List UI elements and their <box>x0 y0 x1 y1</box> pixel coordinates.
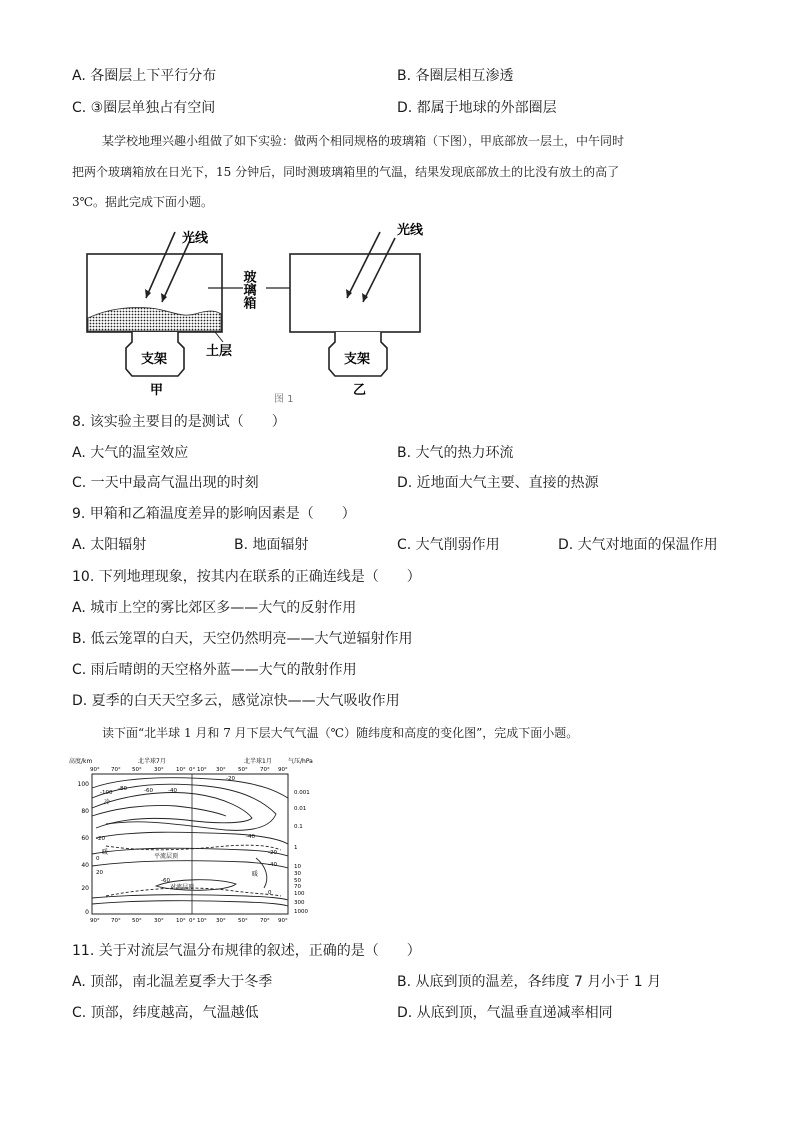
q7-option-a: A. 各圈层上下平行分布 <box>72 68 217 84</box>
pressure-7: 70 <box>294 884 301 890</box>
chart-label-jan: 北半球1月 <box>244 758 272 765</box>
top-lat-4: 10° <box>176 767 186 773</box>
q9-stem: 9. 甲箱和乙箱温度差异的影响因素是（ ） <box>72 506 356 522</box>
q8-option-c: C. 一天中最高气温出现的时刻 <box>72 475 259 491</box>
light-label-right: 光线 <box>397 223 424 238</box>
bottom-lat-2: 50° <box>132 918 142 924</box>
isotherm-label: -20 <box>96 836 105 842</box>
q10-option-d: D. 夏季的白天天空多云，感觉凉快——大气吸收作用 <box>72 693 400 709</box>
intro1-line2: 把两个玻璃箱放在日光下，15 分钟后，同时测玻璃箱里的气温，结果发现底部放土的比没有放土的高了 <box>72 165 620 179</box>
warm-label: 暖 <box>102 849 109 856</box>
pressure-10: 1000 <box>294 909 308 915</box>
soil-label: 土层 <box>206 344 233 359</box>
isotherm-label: -40 <box>168 788 177 794</box>
bottom-lat-1: 70° <box>111 918 121 924</box>
pressure-8: 100 <box>294 891 305 897</box>
cold-label: 冷 <box>104 799 111 806</box>
glass-box-right <box>290 254 420 332</box>
q9-option-b: B. 地面辐射 <box>234 537 309 553</box>
q10-option-c: C. 雨后晴朗的天空格外蓝——大气的散射作用 <box>72 662 357 678</box>
isotherm-label: 0 <box>96 856 100 862</box>
top-lat-6: 10° <box>197 767 207 773</box>
q7-option-b: B. 各圈层相互渗透 <box>397 68 514 84</box>
top-lat-10: 90° <box>278 767 288 773</box>
tropopause-label: 对流层顶 <box>170 884 195 891</box>
isotherm-label: -40 <box>246 834 255 840</box>
bottom-lat-3: 30° <box>154 918 164 924</box>
pressure-1: 0.01 <box>294 806 307 812</box>
pressure-4: 10 <box>294 864 301 870</box>
q9-option-c: C. 大气削弱作用 <box>397 537 500 553</box>
q11-stem: 11. 关于对流层气温分布规律的叙述，正确的是（ ） <box>72 943 421 959</box>
isotherm-label: -100 <box>100 790 113 796</box>
bottom-lat-5: 0° <box>189 918 196 924</box>
q11-option-d: D. 从底到顶，气温垂直递减率相同 <box>397 1005 613 1021</box>
bottom-lat-4: 10° <box>176 918 186 924</box>
q11-option-a: A. 顶部，南北温差夏季大于冬季 <box>72 974 273 990</box>
bottom-lat-7: 30° <box>216 918 226 924</box>
chart-label-jul: 北半球7月 <box>138 758 166 765</box>
height-80: 80 <box>81 808 89 815</box>
top-lat-0: 90° <box>90 767 100 773</box>
stand-right-label: 支架 <box>344 352 371 367</box>
q7-option-c: C. ③圈层单独占有空间 <box>72 100 216 116</box>
box-right-label: 乙 <box>353 383 367 398</box>
bottom-lat-8: 50° <box>238 918 248 924</box>
height-60: 60 <box>81 835 89 842</box>
height-100: 100 <box>77 781 89 788</box>
q10-option-b: B. 低云笼罩的白天，天空仍然明亮——大气逆辐射作用 <box>72 631 413 647</box>
isotherm-label: 20 <box>96 870 103 876</box>
height-20: 20 <box>81 885 89 892</box>
top-lat-8: 50° <box>238 767 248 773</box>
isotherm-label: -20 <box>268 850 277 856</box>
stratopause-label: 平流层顶 <box>154 853 179 860</box>
top-lat-2: 50° <box>132 767 142 773</box>
q11-option-b: B. 从底到顶的温差，各纬度 7 月小于 1 月 <box>397 974 662 990</box>
q9-option-a: A. 太阳辐射 <box>72 537 147 553</box>
pressure-6: 50 <box>294 878 301 884</box>
q8-option-d: D. 近地面大气主要、直接的热源 <box>397 475 599 491</box>
intro2: 读下面“北半球 1 月和 7 月下层大气气温（℃）随纬度和高度的变化图”，完成下面小题。 <box>102 726 579 740</box>
intro1-line1: 某学校地理兴趣小组做了如下实验：做两个相同规格的玻璃箱（下图），甲底部放一层土，中午同时 <box>102 134 625 148</box>
temperature-chart <box>66 754 326 924</box>
isotherm-label: -40 <box>268 862 277 868</box>
box-left-label: 甲 <box>150 383 164 398</box>
pressure-9: 300 <box>294 900 305 906</box>
pressure-0: 0.001 <box>294 790 310 796</box>
top-lat-7: 30° <box>216 767 226 773</box>
top-lat-1: 70° <box>111 767 121 773</box>
q11-option-c: C. 顶部，纬度越高，气温越低 <box>72 1005 259 1021</box>
light-label-left: 光线 <box>182 231 209 246</box>
pressure-2: 0.1 <box>294 824 303 830</box>
isotherm-label: -60 <box>161 878 170 884</box>
pressure-3: 1 <box>294 845 298 851</box>
bottom-lat-9: 70° <box>260 918 270 924</box>
bottom-lat-10: 90° <box>278 918 288 924</box>
experiment-figure <box>80 214 440 404</box>
isotherm-label: -60 <box>144 788 153 794</box>
glass-box-label: 玻璃箱 <box>240 270 256 309</box>
stand-left-label: 支架 <box>141 352 168 367</box>
bottom-lat-0: 90° <box>90 918 100 924</box>
q10-stem: 10. 下列地理现象，按其内在联系的正确连线是（ ） <box>72 569 421 585</box>
chart-y2label: 气压/hPa <box>288 758 313 765</box>
intro1-line3: 3℃。据此完成下面小题。 <box>72 195 214 209</box>
top-lat-3: 30° <box>154 767 164 773</box>
warm-label-right: 暖 <box>252 871 259 878</box>
q10-option-a: A. 城市上空的雾比郊区多——大气的反射作用 <box>72 600 357 616</box>
figure-caption: 图 1 <box>274 394 294 404</box>
isotherm-label: -80 <box>118 786 127 792</box>
bottom-lat-6: 10° <box>197 918 207 924</box>
q9-option-d: D. 大气对地面的保温作用 <box>558 537 718 553</box>
chart-ylabel: 高度/km <box>69 758 93 765</box>
q8-option-b: B. 大气的热力环流 <box>397 445 514 461</box>
height-0: 0 <box>85 909 89 916</box>
height-40: 40 <box>81 862 89 869</box>
q7-option-d: D. 都属于地球的外部圈层 <box>397 100 557 116</box>
q8-stem: 8. 该实验主要目的是测试（ ） <box>72 414 286 430</box>
pressure-5: 30 <box>294 871 301 877</box>
isotherm-label: -20 <box>226 776 235 782</box>
top-lat-9: 70° <box>260 767 270 773</box>
isotherm-label: 0 <box>268 890 272 896</box>
top-lat-5: 0° <box>189 767 196 773</box>
q8-option-a: A. 大气的温室效应 <box>72 445 189 461</box>
